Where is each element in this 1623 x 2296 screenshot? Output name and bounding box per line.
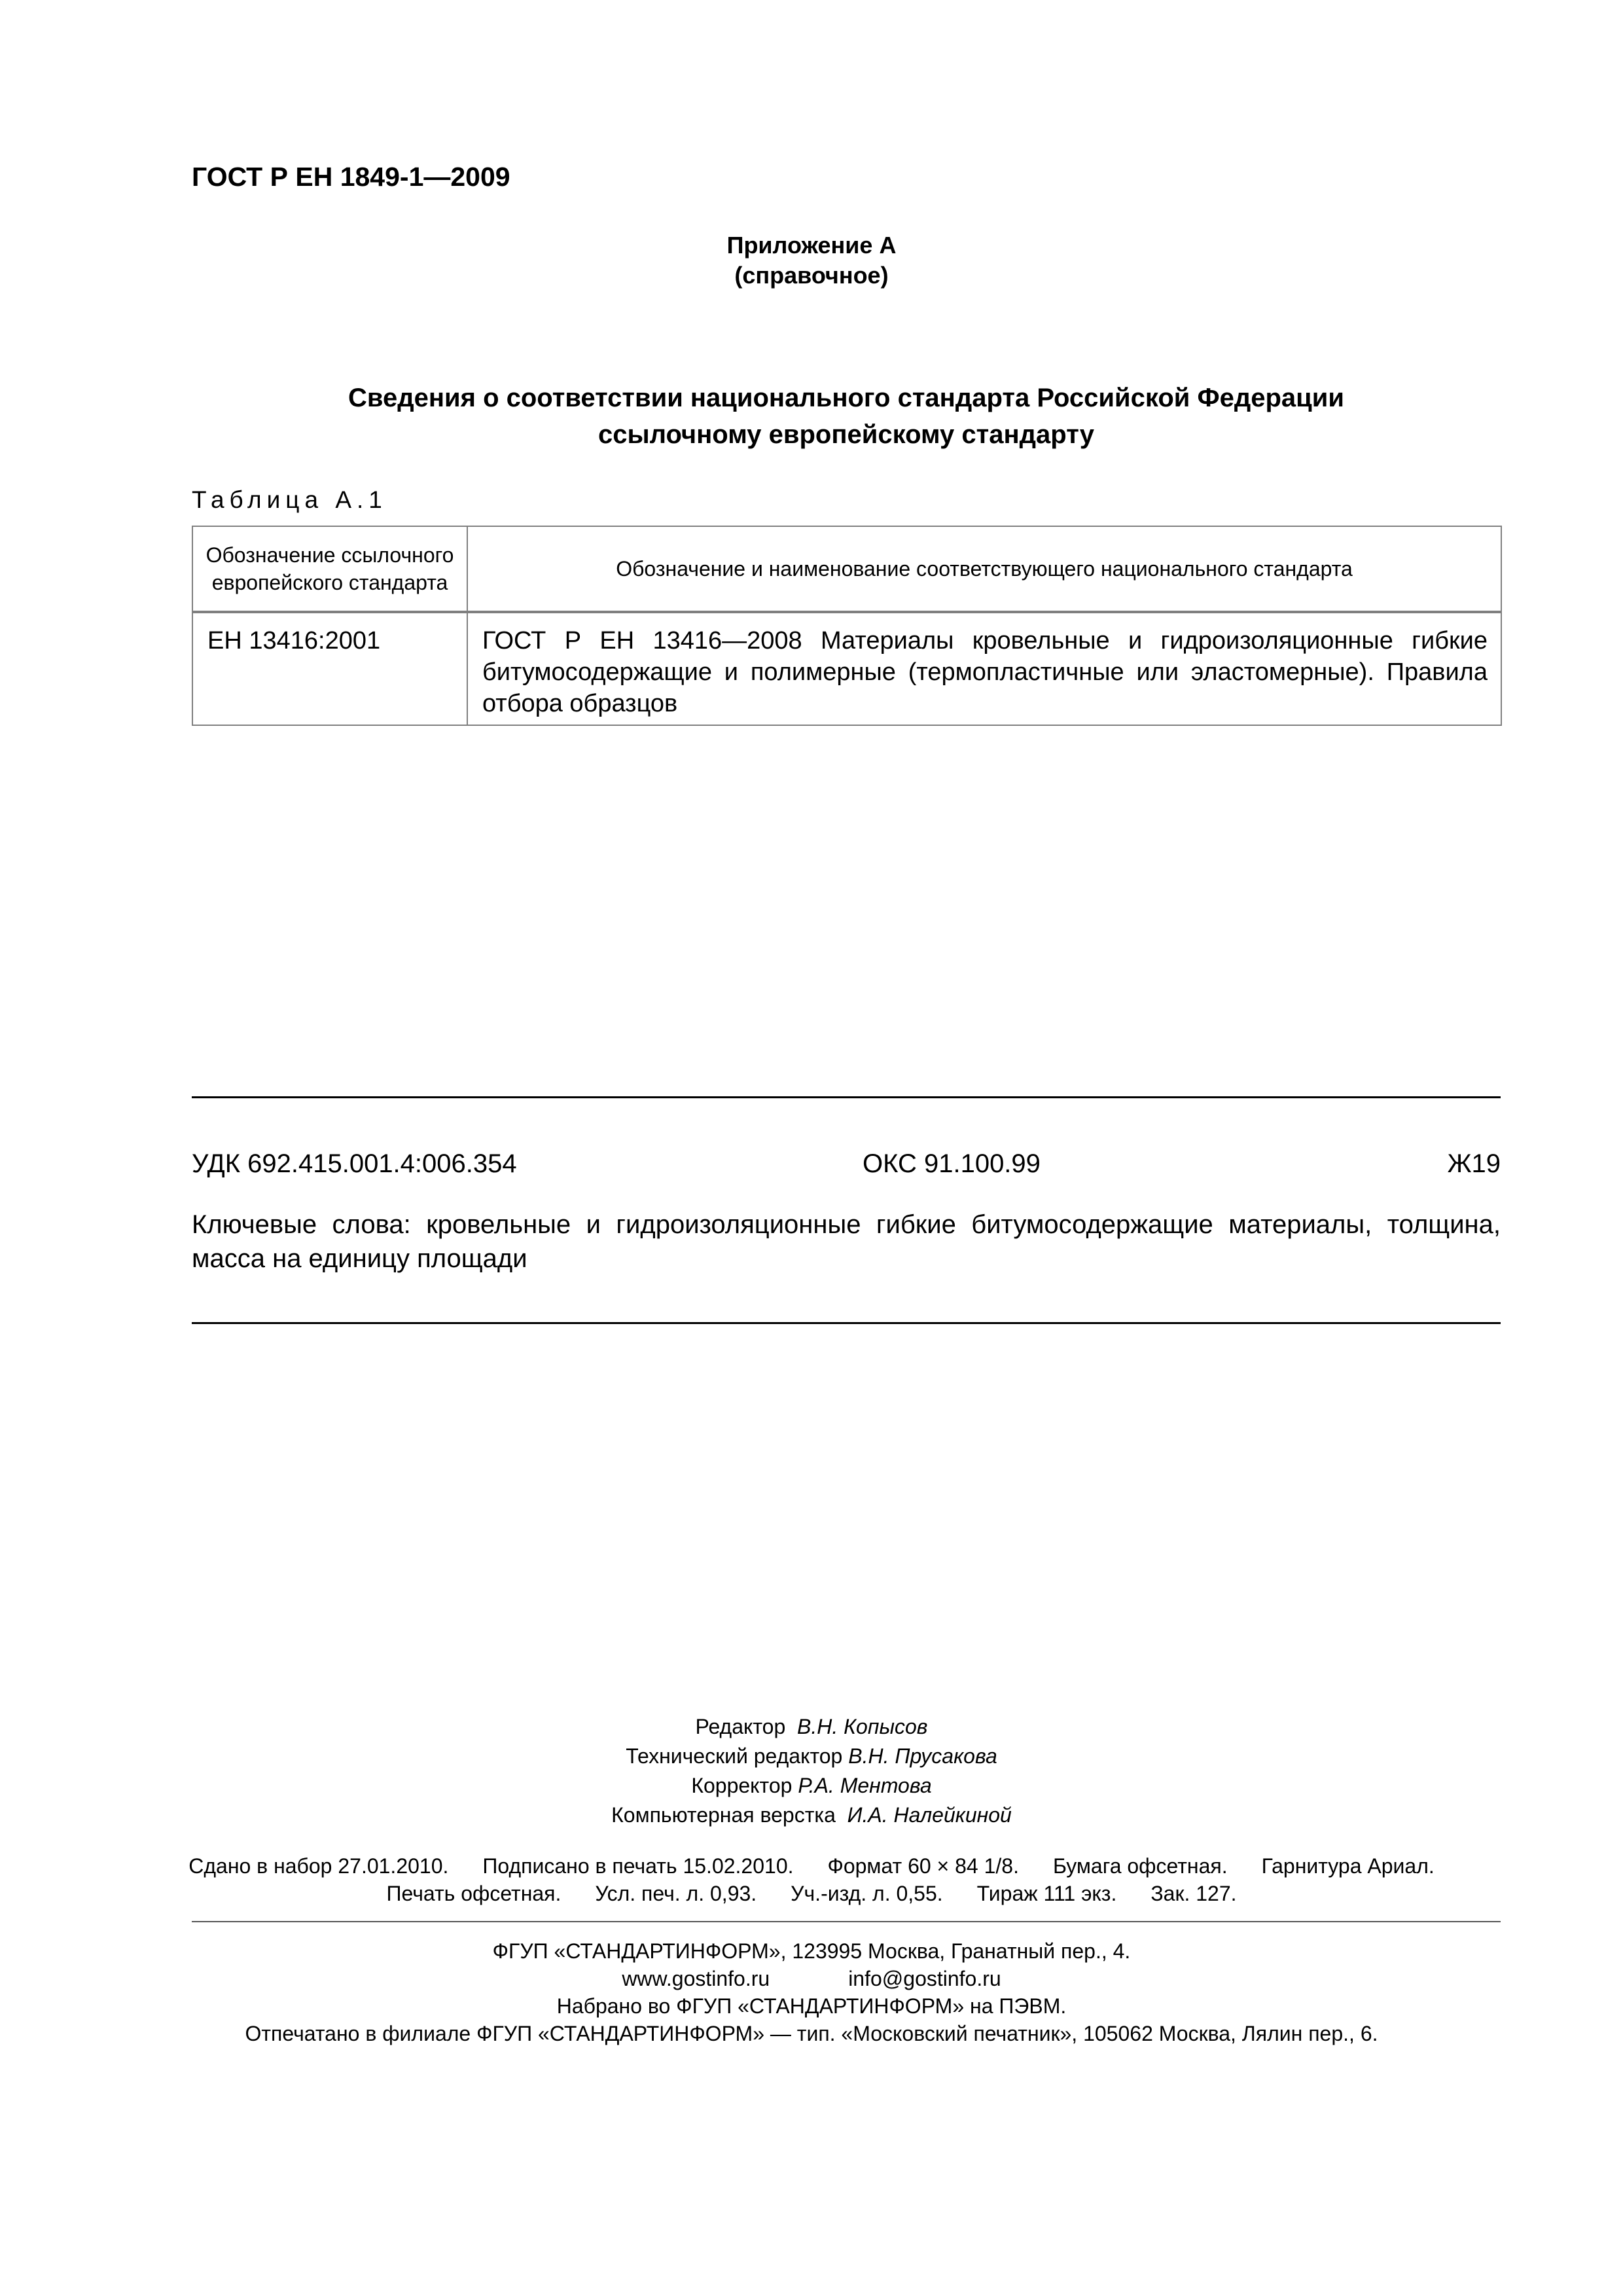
table-label: Таблица А.1 bbox=[192, 486, 387, 513]
annex-heading-line-1: Сведения о соответствии национального стандарта Российской Федерации bbox=[348, 384, 1344, 412]
credit-editor: Редактор В.Н. Копысов bbox=[695, 1715, 928, 1738]
print-info-line-2: Печать офсетная. Усл. печ. л. 0,93. Уч.-изд. л. 0,55. Тираж 111 экз. Зак. 127. bbox=[386, 1882, 1237, 1905]
publisher-website-link[interactable]: www.gostinfo.ru bbox=[622, 1967, 770, 1990]
udk-code: УДК 692.415.001.4:006.354 bbox=[192, 1149, 517, 1178]
annex-heading-line-2: ссылочному европейскому стандарту bbox=[597, 420, 1095, 449]
publisher-address: ФГУП «СТАНДАРТИНФОРМ», 123995 Москва, Гранатный пер., 4. bbox=[492, 1939, 1131, 1963]
document-code: ГОСТ Р ЕН 1849-1—2009 bbox=[192, 162, 510, 192]
publisher-printed: Отпечатано в филиале ФГУП «СТАНДАРТИНФОРМ» — тип. «Московский печатник», 105062 Москва, Лялин пер., 6. bbox=[245, 2022, 1378, 2045]
credit-tech-editor: Технический редактор В.Н. Прусакова bbox=[626, 1744, 997, 1768]
divider-middle bbox=[192, 1322, 1501, 1324]
table-cell-ref: ЕН 13416:2001 bbox=[192, 612, 467, 725]
oks-code: ОКС 91.100.99 bbox=[863, 1149, 1041, 1178]
group-code: Ж19 bbox=[1447, 1149, 1501, 1178]
print-info bbox=[0, 1852, 1623, 1907]
divider-top bbox=[192, 1096, 1501, 1098]
table-header-national: Обозначение и наименование соответствующего национального стандарта bbox=[467, 526, 1501, 612]
publisher-contacts bbox=[0, 1965, 1623, 1992]
keywords: Ключевые слова: кровельные и гидроизоляционные гибкие битумосодержащие материалы, толщина, масса на единицу площади bbox=[192, 1210, 1501, 1273]
publisher-info bbox=[0, 1937, 1623, 2047]
table-header-row bbox=[192, 526, 1501, 612]
annex-heading bbox=[192, 380, 1501, 453]
annex-title: Приложение А bbox=[726, 232, 897, 259]
credit-layout: Компьютерная верстка И.А. Налейкиной bbox=[611, 1803, 1012, 1827]
publisher-typeset: Набрано во ФГУП «СТАНДАРТИНФОРМ» на ПЭВМ. bbox=[556, 1994, 1067, 2018]
table-header-ref: Обозначение ссылочного европейского стандарта bbox=[192, 526, 467, 612]
divider-bottom bbox=[192, 1921, 1501, 1922]
table-cell-national: ГОСТ Р ЕН 13416—2008 Материалы кровельные и гидроизоляционные гибкие битумосодержащие и полимерные (термопластичные или эластомерные). Правила отбора образцов bbox=[467, 612, 1501, 725]
reference-table bbox=[192, 526, 1502, 726]
credits bbox=[0, 1712, 1623, 1830]
credit-proofreader: Корректор Р.А. Ментова bbox=[691, 1774, 932, 1797]
print-info-line-1: Сдано в набор 27.01.2010. Подписано в печать 15.02.2010. Формат 60 × 84 1/8. Бумага офсетная. Гарнитура Ариал. bbox=[188, 1854, 1435, 1878]
publisher-email-link[interactable]: info@gostinfo.ru bbox=[848, 1967, 1001, 1990]
annex-type: (справочное) bbox=[734, 262, 889, 289]
table-row bbox=[192, 612, 1501, 725]
